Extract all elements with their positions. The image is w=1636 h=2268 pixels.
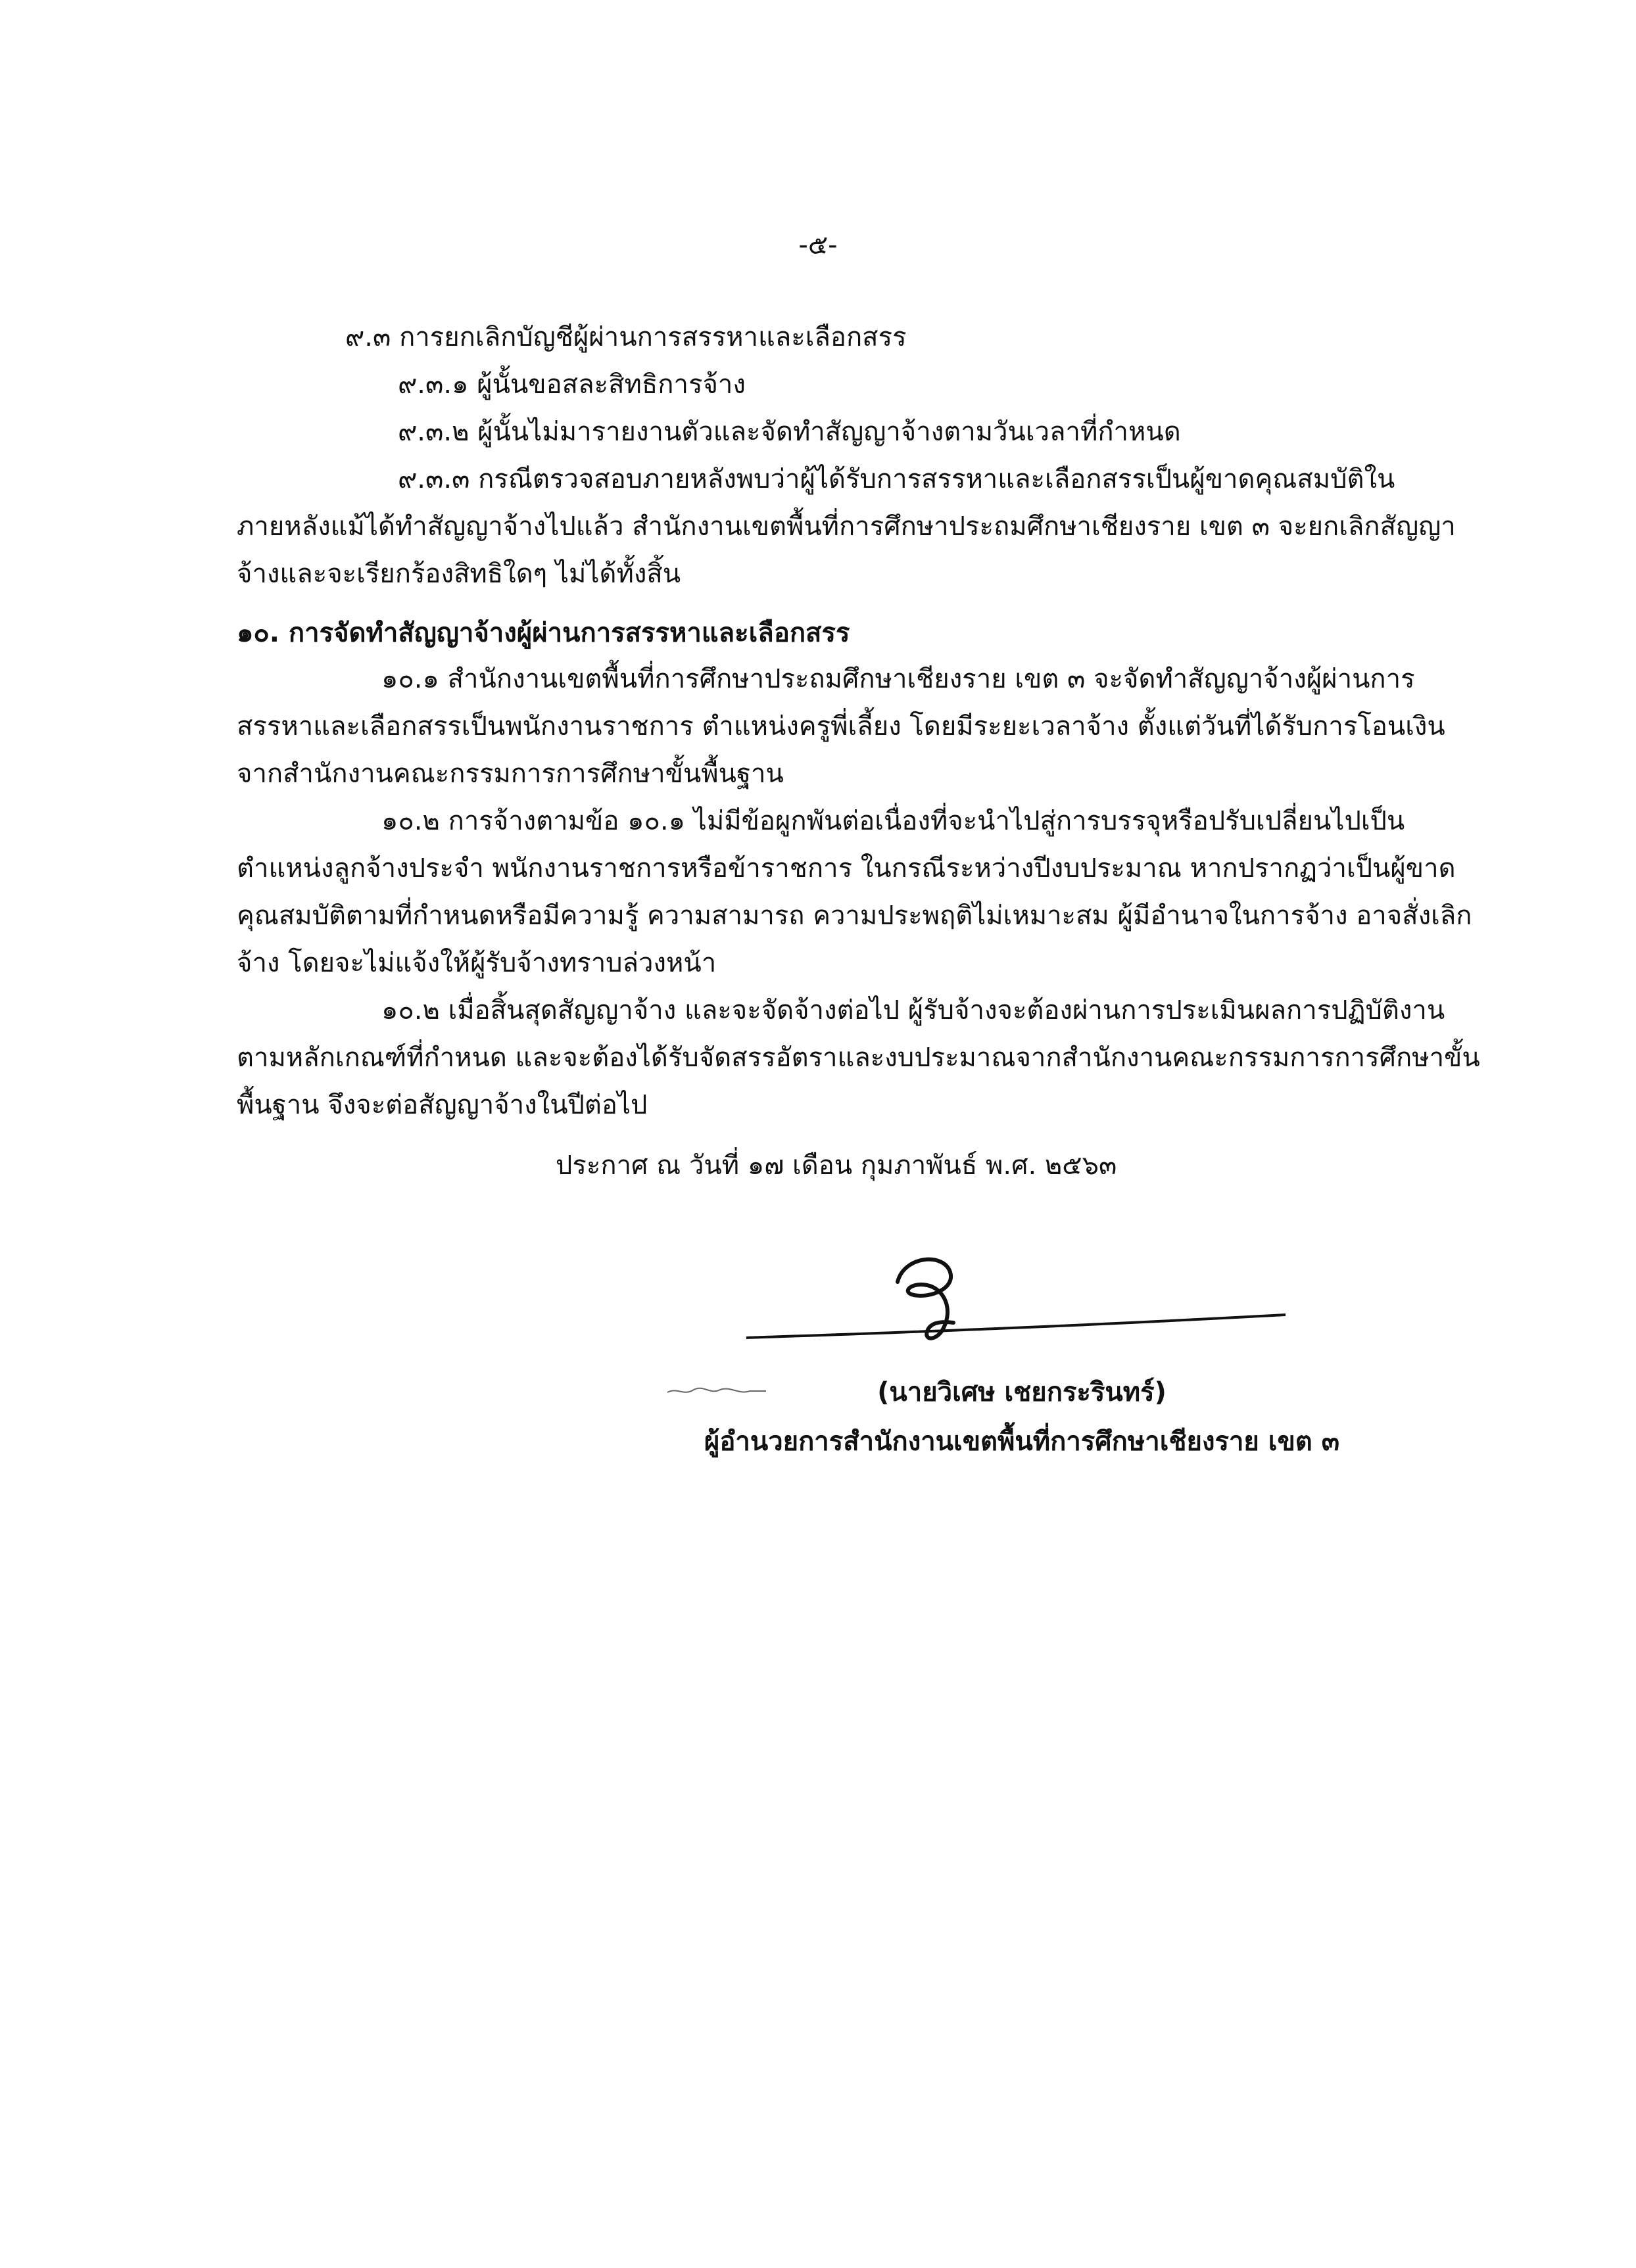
section-10-heading: ๑๐. การจัดทำสัญญาจ้างผู้ผ่านการสรรหาและเลือกสรร (237, 618, 850, 648)
signature-image (746, 1249, 1286, 1354)
section-10-2-line-2: ตำแหน่งลูกจ้างประจำ พนักงานราชการหรือข้าราชการ ในกรณีระหว่างปีงบประมาณ หากปรากฏว่าเป็นผู้ขาด (237, 853, 1456, 884)
section-10-2-line-1: ๑๐.๒ การจ้างตามข้อ ๑๐.๑ ไม่มีข้อผูกพันต่อเนื่องที่จะนำไปสู่การบรรจุหรือปรับเปลี่ยนไปเป็น (381, 806, 1405, 836)
signatory-title: ผู้อำนวยการสำนักงานเขตพื้นที่การศึกษาเชียงราย เขต ๓ (704, 1427, 1340, 1457)
section-9-3-3-line-1: ๙.๓.๓ กรณีตรวจสอบภายหลังพบว่าผู้ได้รับการสรรหาและเลือกสรรเป็นผู้ขาดคุณสมบัติใน (398, 464, 1395, 494)
section-9-3-2: ๙.๓.๒ ผู้นั้นไม่มารายงานตัวและจัดทำสัญญาจ้างตามวันเวลาที่กำหนด (398, 417, 1181, 447)
section-10-2-line-3: คุณสมบัติตามที่กำหนดหรือมีความรู้ ความสามารถ ความประพฤติไม่เหมาะสม ผู้มีอำนาจในการจ้าง อาจสั่งเลิก (237, 901, 1472, 931)
section-10-2-line-4: จ้าง โดยจะไม่แจ้งให้ผู้รับจ้างทราบล่วงหน้า (237, 948, 717, 978)
section-9-3-3-line-3: จ้างและจะเรียกร้องสิทธิใดๆ ไม่ได้ทั้งสิ้น (237, 559, 681, 589)
section-9-3-1: ๙.๓.๑ ผู้นั้นขอสละสิทธิการจ้าง (398, 369, 746, 400)
announcement-date: ประกาศ ณ วันที่ ๑๗ เดือน กุมภาพันธ์ พ.ศ. ๒๕๖๓ (556, 1150, 1117, 1181)
page-number: -๕- (798, 230, 838, 260)
section-10-3-line-1: ๑๐.๒ เมื่อสิ้นสุดสัญญาจ้าง และจะจัดจ้างต่อไป ผู้รับจ้างจะต้องผ่านการประเมินผลการปฏิบัติงาน (381, 995, 1445, 1026)
signatory-name: (นายวิเศษ เชยกระรินทร์) (877, 1377, 1167, 1407)
section-10-1-line-3: จากสำนักงานคณะกรรมการการศึกษาขั้นพื้นฐาน (237, 759, 784, 789)
section-9-3-title: ๙.๓ การยกเลิกบัญชีผู้ผ่านการสรรหาและเลือกสรร (345, 322, 907, 352)
section-9-3-3-line-2: ภายหลังแม้ได้ทำสัญญาจ้างไปแล้ว สำนักงานเขตพื้นที่การศึกษาประถมศึกษาเชียงราย เขต ๓ จะยกเลิกสัญญา (237, 511, 1456, 542)
section-10-3-line-3: พื้นฐาน จึงจะต่อสัญญาจ้างในปีต่อไป (237, 1090, 648, 1120)
section-10-1-line-2: สรรหาและเลือกสรรเป็นพนักงานราชการ ตำแหน่งครูพี่เลี้ยง โดยมีระยะเวลาจ้าง ตั้งแต่วันที่ได้รับการโอนเงิน (237, 711, 1445, 742)
section-10-3-line-2: ตามหลักเกณฑ์ที่กำหนด และจะต้องได้รับจัดสรรอัตราและงบประมาณจากสำนักงานคณะกรรมการการศึกษาขั้น (237, 1043, 1480, 1073)
section-10-1-line-1: ๑๐.๑ สำนักงานเขตพื้นที่การศึกษาประถมศึกษาเชียงราย เขต ๓ จะจัดทำสัญญาจ้างผู้ผ่านการ (381, 664, 1415, 694)
